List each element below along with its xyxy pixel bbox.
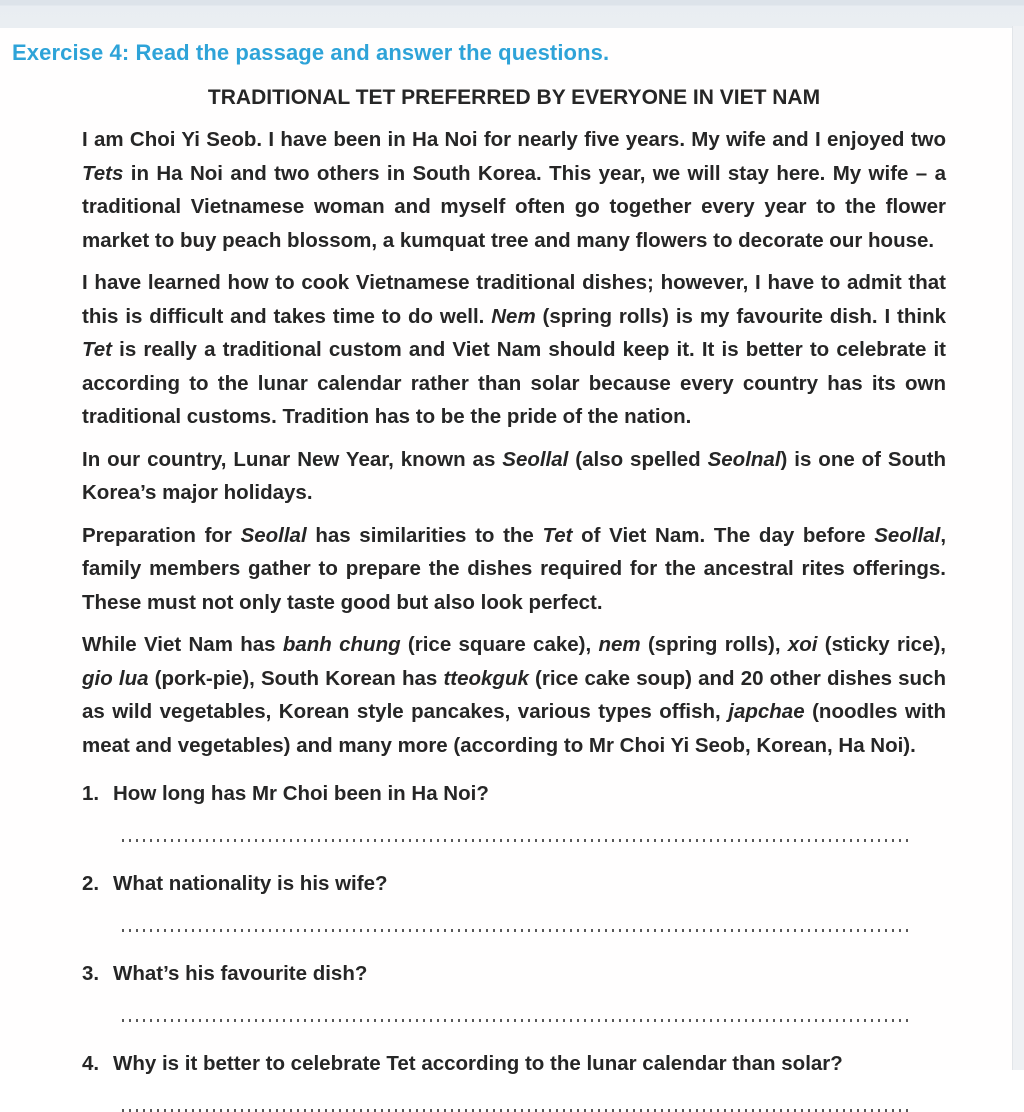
passage-text: is really a traditional custom and Viet Nam should keep it. It is better to celebrate it according to the lunar calendar rather than solar because every country has its own traditional customs. Tradition has to be the pride of the nation. [82,338,946,428]
passage-text: (rice square cake), [400,633,599,656]
answer-line [122,839,908,842]
passage-italic-term: nem [598,633,641,656]
page-right-gutter [1012,26,1024,1070]
answer-line [122,929,908,932]
passage-italic-term: Seollal [240,523,307,547]
passage-italic-term: Tet [542,523,573,547]
passage-text: In our country, Lunar New Year, known as [82,447,503,471]
passage-italic-term: gio lua [82,666,149,690]
passage-text: I am Choi Yi Seob. I have been in Ha Noi for nearly five years. My wife and I enjoyed two [82,128,946,151]
passage-italic-term: Tet [82,338,112,361]
question-text: Why is it better to celebrate Tet according to the lunar calendar than solar? [113,1052,843,1075]
passage-italic-term: Seollal [874,523,941,547]
passage-text: (spring rolls) is my favourite dish. I think [535,304,947,328]
question-number: 3. [82,962,100,985]
document-page [0,28,1012,1075]
questions-list [82,777,946,1112]
passage-text: , family members gather to prepare the dishes required for the ancestral rites offerings. These must not only taste good but also look perfect. [82,523,947,614]
passage-italic-term: Seolnal [707,447,781,471]
question-number: 1. [82,782,100,805]
passage-title: TRADITIONAL TET PREFERRED BY EVERYONE IN VIET NAM [207,86,821,109]
question-text: How long has Mr Choi been in Ha Noi? [113,782,489,805]
passage-text: While Viet Nam has [82,633,283,656]
passage-text: has similarities to the [306,523,543,547]
passage-italic-term: Seollal [502,447,569,471]
passage-text: (rice cake soup) and 20 other dishes such as wild vegetables, Korean style pancakes, various types offish, [82,666,946,723]
passage-text: in Ha Noi and two others in South Korea. This year, we will stay here. My wife – a traditional Vietnamese woman and myself often go together every year to the flower market to buy peach blossom, a kumquat tree and many flowers to decorate our house. [82,161,946,252]
question-item [82,867,946,932]
passage-text: (spring rolls), [640,633,788,656]
passage-paragraph [82,123,946,257]
question-row [82,867,946,900]
passage-italic-term: xoi [787,633,818,656]
passage-text: (pork-pie), South Korean has [148,666,444,690]
passage-italic-term: Tets [82,161,124,185]
passage-text: (also spelled [568,447,708,471]
question-row [82,777,946,810]
question-item [82,777,946,842]
question-item [82,1047,946,1112]
exercise-title: Exercise 4: Read the passage and answer the questions. [12,40,610,65]
passage-italic-term: japchae [728,700,805,723]
passage-paragraph [82,443,946,510]
question-number: 4. [82,1052,100,1075]
question-number: 2. [82,872,100,895]
passage-italic-term: tteokguk [443,666,529,690]
passage-italic-term: banh chung [282,633,401,656]
passage-text: Preparation for [82,523,241,547]
passage [82,123,946,762]
passage-paragraph [82,628,946,762]
answer-line [122,1019,908,1022]
passage-paragraph [82,266,946,434]
passage-text: I have learned how to cook Vietnamese traditional dishes; however, I have to admit that this is difficult and takes time to do well. [82,271,946,328]
question-text: What’s his favourite dish? [113,962,368,985]
question-row [82,957,946,990]
window-top-bar [0,0,1024,28]
passage-text: (noodles with meat and vegetables) and many more (according to Mr Choi Yi Seob, Korean, Ha Noi). [82,700,947,757]
passage-italic-term: Nem [491,304,536,328]
passage-text: (sticky rice), [817,633,947,656]
question-item [82,957,946,1022]
question-row [82,1047,946,1080]
passage-text: ) is one of South Korea’s major holidays. [82,447,946,504]
passage-text: of Viet Nam. The day before [572,523,875,547]
passage-paragraph [82,519,946,620]
question-text: What nationality is his wife? [113,872,388,895]
